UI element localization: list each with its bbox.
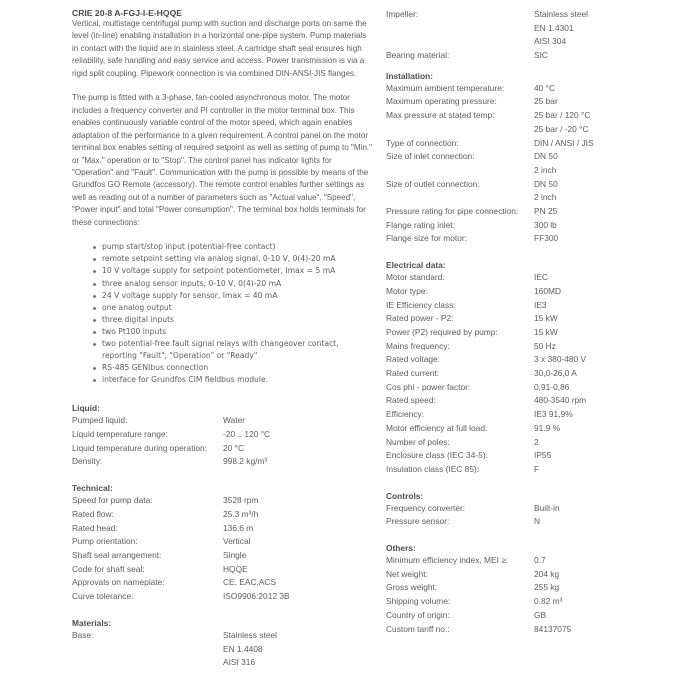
spec-label: Enclosure class (IEC 34-5): bbox=[386, 450, 488, 461]
spec-row bbox=[386, 137, 594, 151]
spec-row bbox=[386, 150, 594, 177]
spec-value: IEC bbox=[534, 272, 548, 283]
spec-value: DIN / ANSI / JIS bbox=[534, 137, 594, 148]
spec-row bbox=[386, 609, 571, 623]
spec-value-cell bbox=[534, 49, 588, 63]
spec-table bbox=[72, 629, 277, 670]
spec-row bbox=[386, 340, 586, 354]
spec-value-cell bbox=[534, 340, 586, 354]
spec-value: HQQE bbox=[223, 563, 248, 574]
spec-value: 2 bbox=[534, 436, 539, 447]
spec-row bbox=[386, 449, 586, 463]
spec-label: Code for shaft seal: bbox=[72, 563, 145, 574]
spec-value-cell bbox=[534, 312, 586, 326]
spec-row bbox=[386, 299, 586, 313]
spec-value-cell bbox=[223, 535, 290, 549]
terminal-connection-item: 24 V voltage supply for sensor, Imax = 40 mA bbox=[102, 290, 372, 302]
spec-value: 15 kW bbox=[534, 313, 558, 324]
spec-label: Maximum ambient temperature: bbox=[386, 82, 505, 93]
spec-label: Pump orientation: bbox=[72, 536, 138, 547]
spec-label: Rated current: bbox=[386, 368, 440, 379]
spec-label: Max pressure at stated temp: bbox=[386, 110, 495, 121]
spec-label: Curve tolerance: bbox=[72, 591, 134, 602]
terminal-connection-item: remote setpoint setting via analog signal, 0-10 V, 0(4)-20 mA bbox=[102, 253, 372, 265]
spec-value: EN 1.4301 bbox=[534, 22, 574, 33]
spec-table bbox=[386, 554, 571, 636]
spec-value: 84137075 bbox=[534, 623, 572, 634]
spec-row bbox=[386, 82, 594, 96]
spec-label: Shaft seal arrangement: bbox=[72, 550, 162, 560]
spec-value: 50 Hz bbox=[534, 340, 556, 351]
spec-value: Single bbox=[223, 550, 247, 560]
spec-value: 0.7 bbox=[534, 555, 546, 566]
spec-value-cell bbox=[534, 595, 571, 609]
spec-row bbox=[72, 549, 290, 563]
spec-label: Flange size for motor: bbox=[386, 233, 467, 244]
materials-continued-table bbox=[386, 8, 588, 63]
spec-value-cell bbox=[534, 137, 594, 151]
spec-row bbox=[72, 563, 290, 577]
spec-value: 204 kg bbox=[534, 568, 560, 579]
spec-table bbox=[72, 494, 290, 604]
section-heading: Liquid: bbox=[72, 403, 100, 414]
description-paragraph: Vertical, multistage centrifugal pump with suction and discharge ports on same the level (in-line) enabling installation in a horizontal one-pipe system. Pump materials in contact with the liquid are in stainless steel. A cartridge shaft seal ensures high reliability, safe handling and easy service and access. Power transmission is via a rigid split coupling. Pipework connection is via combined DIN-ANSI-JIS flanges. bbox=[72, 19, 367, 78]
spec-value-cell bbox=[534, 271, 586, 285]
spec-value-cell bbox=[534, 178, 594, 205]
terminal-connections-list bbox=[72, 241, 372, 386]
spec-value-cell bbox=[534, 367, 586, 381]
spec-label: Gross weight: bbox=[386, 582, 438, 593]
spec-value-cell bbox=[534, 381, 586, 395]
spec-value: F bbox=[534, 463, 540, 474]
spec-row bbox=[386, 205, 594, 219]
spec-value: 25 bar / -20 °C bbox=[534, 123, 589, 134]
spec-value: GB bbox=[534, 609, 547, 620]
spec-value: 30,0-26,0 A bbox=[534, 368, 577, 379]
spec-value: IE3 bbox=[534, 299, 547, 310]
spec-label: Flange rating inlet: bbox=[386, 219, 455, 230]
spec-row bbox=[386, 422, 586, 436]
spec-value-cell bbox=[534, 408, 586, 422]
right-column bbox=[386, 8, 686, 636]
spec-value-cell bbox=[534, 109, 594, 136]
spec-value-cell bbox=[534, 502, 560, 516]
spec-value: DN 50 bbox=[534, 151, 558, 162]
spec-row bbox=[72, 428, 270, 442]
spec-row bbox=[72, 590, 290, 604]
spec-row bbox=[72, 576, 290, 590]
product-title: CRIE 20-8 A-FGJ-I-E-HQQE bbox=[72, 8, 182, 18]
spec-value: 255 kg bbox=[534, 582, 560, 593]
spec-value-cell bbox=[223, 590, 290, 604]
spec-value-cell bbox=[223, 442, 270, 456]
spec-label: Base: bbox=[72, 629, 94, 640]
spec-label: Pressure rating for pipe connection: bbox=[386, 206, 519, 216]
spec-value: 2 inch bbox=[534, 164, 557, 175]
spec-label: Liquid temperature during operation: bbox=[72, 442, 208, 453]
terminal-connection-item: two potential-free fault signal relays with changeover contact, reporting "Fault", "Operation" or "Ready" bbox=[102, 338, 372, 362]
spec-label: Rated flow: bbox=[72, 508, 114, 519]
spec-value: 25.3 m³/h bbox=[223, 508, 259, 519]
spec-value: 300 lb bbox=[534, 219, 557, 230]
section-heading: Installation: bbox=[386, 70, 433, 81]
spec-row bbox=[386, 623, 571, 637]
spec-row bbox=[386, 394, 586, 408]
spec-value-cell bbox=[534, 150, 594, 177]
spec-row bbox=[386, 219, 594, 233]
spec-value-cell bbox=[534, 449, 586, 463]
spec-value: SIC bbox=[534, 50, 548, 61]
spec-value-cell bbox=[534, 326, 586, 340]
spec-value-cell bbox=[223, 414, 270, 428]
spec-value-cell bbox=[534, 609, 571, 623]
spec-label: Pressure sensor: bbox=[386, 516, 450, 527]
spec-row bbox=[72, 522, 290, 536]
section-heading: Others: bbox=[386, 543, 416, 554]
spec-value: 91.9 % bbox=[534, 422, 561, 433]
spec-value-cell bbox=[534, 515, 560, 529]
spec-row bbox=[72, 494, 290, 508]
spec-row bbox=[386, 95, 594, 109]
spec-row bbox=[386, 408, 586, 422]
spec-value-cell bbox=[223, 563, 290, 577]
spec-label: Number of poles: bbox=[386, 436, 450, 447]
spec-value: DN 50 bbox=[534, 178, 558, 189]
spec-label: Type of connection: bbox=[386, 137, 459, 148]
left-spec-sections bbox=[72, 402, 372, 670]
spec-value: 25 bar bbox=[534, 96, 558, 107]
spec-label: Rated speed: bbox=[386, 395, 436, 406]
spec-section bbox=[386, 490, 686, 529]
spec-label: Speed for pump data: bbox=[72, 495, 153, 506]
spec-row bbox=[386, 353, 586, 367]
spec-value-cell bbox=[534, 8, 588, 49]
terminal-connection-item: RS-485 GENIbus connection bbox=[102, 362, 372, 374]
left-column bbox=[72, 8, 372, 670]
spec-label: Net weight: bbox=[386, 568, 428, 579]
spec-row bbox=[72, 414, 270, 428]
spec-table bbox=[386, 82, 594, 246]
spec-value: 25 bar / 120 °C bbox=[534, 110, 591, 121]
spec-value-cell bbox=[534, 82, 594, 96]
spec-value: 20 °C bbox=[223, 442, 245, 453]
product-description bbox=[72, 18, 372, 229]
spec-label: Maximum operating pressure: bbox=[386, 96, 497, 107]
spec-label: Pumped liquid: bbox=[72, 415, 128, 426]
spec-label: Frequency converter: bbox=[386, 502, 466, 513]
spec-section bbox=[386, 542, 686, 636]
spec-value: ISO9906:2012 3B bbox=[223, 591, 290, 602]
spec-label: Shipping volume: bbox=[386, 596, 451, 607]
spec-row bbox=[386, 595, 571, 609]
spec-value: AISI 316 bbox=[223, 657, 256, 668]
spec-row bbox=[386, 8, 588, 49]
spec-label: Approvals on nameplate: bbox=[72, 577, 165, 588]
spec-value: IP55 bbox=[534, 450, 552, 461]
spec-value-cell bbox=[534, 623, 571, 637]
spec-value: PN 25 bbox=[534, 206, 558, 216]
spec-value: IE3 91,9% bbox=[534, 409, 573, 420]
spec-value: 2 inch bbox=[534, 192, 557, 203]
spec-label: Mains frequency: bbox=[386, 340, 450, 351]
spec-value: AISI 304 bbox=[534, 36, 567, 47]
spec-section bbox=[386, 259, 686, 477]
spec-row bbox=[386, 312, 586, 326]
right-spec-sections bbox=[386, 70, 686, 637]
spec-value-cell bbox=[534, 232, 594, 246]
spec-row bbox=[386, 326, 586, 340]
spec-row bbox=[386, 568, 571, 582]
spec-label: Rated power - P2: bbox=[386, 313, 454, 324]
terminal-connection-item: 10 V voltage supply for setpoint potentiometer, Imax = 5 mA bbox=[102, 265, 372, 277]
section-heading: Controls: bbox=[386, 490, 424, 501]
spec-label: Motor efficiency at full load: bbox=[386, 422, 488, 433]
spec-value-cell bbox=[223, 629, 277, 670]
spec-label: Custom tariff no.: bbox=[386, 623, 450, 634]
spec-value: Stainless steel bbox=[534, 9, 588, 19]
spec-value: 480-3540 rpm bbox=[534, 395, 587, 406]
spec-label: Size of inlet connection: bbox=[386, 151, 475, 162]
spec-value-cell bbox=[534, 436, 586, 450]
terminal-connection-item: three digital inputs bbox=[102, 314, 372, 326]
terminal-connection-item: pump start/stop input (potential-free contact) bbox=[102, 241, 372, 253]
spec-label: Rated head: bbox=[72, 522, 118, 533]
description-paragraph: The pump is fitted with a 3-phase, fan-cooled asynchronous motor. The motor includes a frequency converter and PI controller in the motor terminal box. This enables continuously variable control of the motor speed, which again enables adaptation of the performance to a given requirement. A control panel on the motor terminal box enables setting of required setpoint as well as setting of pump to "Min." or "Max." operation or to "Stop". The control panel has indicator lights for "Operation" and "Fault". Communication with the pump is possible by means of the Grundfos GO Remote (accessory). The remote control enables further settings as well as reading out of a number of parameters such as "Actual value", "Speed", "Power input" and total "Power consumption". The terminal box holds terminals for these connections: bbox=[72, 93, 372, 227]
spec-value: Built-in bbox=[534, 502, 560, 513]
spec-value-cell bbox=[534, 422, 586, 436]
spec-label: Minimum efficiency index, MEI ≥: bbox=[386, 555, 509, 566]
spec-table bbox=[386, 502, 560, 529]
spec-section bbox=[72, 617, 372, 670]
spec-row bbox=[72, 455, 270, 469]
terminal-connection-item: two Pt100 inputs bbox=[102, 326, 372, 338]
spec-label: Bearing material: bbox=[386, 50, 450, 61]
spec-table bbox=[72, 414, 270, 469]
spec-value: -20 .. 120 °C bbox=[223, 429, 271, 440]
spec-value: Vertical bbox=[223, 536, 251, 547]
spec-value: 3 x 380-480 V bbox=[534, 354, 587, 365]
spec-label: IE Efficiency class: bbox=[386, 299, 456, 310]
spec-row bbox=[72, 535, 290, 549]
spec-row bbox=[386, 109, 594, 136]
spec-value: CE, EAC,ACS bbox=[223, 577, 277, 588]
spec-section bbox=[72, 482, 372, 604]
spec-value-cell bbox=[534, 219, 594, 233]
spec-value: 15 kW bbox=[534, 326, 558, 337]
spec-value: Stainless steel bbox=[223, 629, 277, 640]
spec-value-cell bbox=[534, 285, 586, 299]
spec-value-cell bbox=[223, 522, 290, 536]
spec-row bbox=[386, 463, 586, 477]
spec-row bbox=[386, 178, 594, 205]
spec-value-cell bbox=[534, 205, 594, 219]
spec-value: N bbox=[534, 516, 541, 527]
spec-row bbox=[72, 442, 270, 456]
spec-row bbox=[386, 381, 586, 395]
spec-label: Cos phi - power factor: bbox=[386, 381, 471, 392]
spec-label: Motor type: bbox=[386, 285, 428, 296]
spec-section bbox=[72, 402, 372, 469]
spec-label: Density: bbox=[72, 456, 103, 467]
spec-row bbox=[72, 629, 277, 670]
spec-value-cell bbox=[534, 394, 586, 408]
spec-value-cell bbox=[223, 494, 290, 508]
spec-label: Size of outlet connection: bbox=[386, 178, 480, 189]
spec-label: Power (P2) required by pump: bbox=[386, 326, 498, 337]
terminal-connection-item: interface for Grundfos CIM fieldbus module. bbox=[102, 374, 372, 386]
terminal-connection-item: one analog output bbox=[102, 302, 372, 314]
spec-row bbox=[386, 581, 571, 595]
spec-value-cell bbox=[223, 576, 290, 590]
spec-value-cell bbox=[534, 581, 571, 595]
spec-value-cell bbox=[534, 554, 571, 568]
spec-value-cell bbox=[534, 463, 586, 477]
terminal-connection-item: three analog sensor inputs, 0-10 V, 0(4)-20 mA bbox=[102, 278, 372, 290]
spec-value: 136.6 m bbox=[223, 522, 254, 533]
spec-label: Country of origin: bbox=[386, 609, 450, 620]
spec-value: 160MD bbox=[534, 285, 561, 296]
spec-value: 0,91-0,86 bbox=[534, 381, 570, 392]
spec-value: 40 °C bbox=[534, 82, 556, 93]
spec-row bbox=[386, 271, 586, 285]
spec-value: 0.82 m³ bbox=[534, 596, 563, 607]
spec-row bbox=[386, 502, 560, 516]
spec-label: Insulation class (IEC 85): bbox=[386, 463, 480, 474]
spec-value-cell bbox=[534, 353, 586, 367]
spec-row bbox=[386, 436, 586, 450]
spec-label: Efficiency: bbox=[386, 409, 425, 420]
spec-value: 3528 rpm bbox=[223, 495, 259, 506]
spec-section bbox=[386, 70, 686, 246]
spec-row bbox=[386, 285, 586, 299]
spec-row bbox=[386, 232, 594, 246]
spec-value-cell bbox=[223, 455, 270, 469]
spec-value: Water bbox=[223, 415, 246, 426]
spec-label: Motor standard: bbox=[386, 272, 445, 283]
spec-row bbox=[386, 554, 571, 568]
spec-value-cell bbox=[534, 299, 586, 313]
spec-value-cell bbox=[223, 508, 290, 522]
spec-row bbox=[386, 367, 586, 381]
spec-value-cell bbox=[534, 95, 594, 109]
spec-value-cell bbox=[223, 428, 270, 442]
spec-row bbox=[386, 49, 588, 63]
section-heading: Electrical data: bbox=[386, 260, 446, 271]
spec-row bbox=[386, 515, 560, 529]
section-heading: Materials: bbox=[72, 617, 112, 628]
spec-label: Impeller: bbox=[386, 9, 419, 19]
spec-table bbox=[386, 271, 586, 477]
spec-label: Liquid temperature range: bbox=[72, 429, 168, 440]
spec-value: 998.2 kg/m³ bbox=[223, 456, 268, 467]
spec-value-cell bbox=[534, 568, 571, 582]
spec-label: Rated voltage: bbox=[386, 354, 441, 365]
spec-value: EN 1.4408 bbox=[223, 643, 263, 654]
section-heading: Technical: bbox=[72, 483, 113, 494]
spec-value-cell bbox=[223, 549, 290, 563]
spec-value: FF300 bbox=[534, 233, 559, 244]
spec-row bbox=[72, 508, 290, 522]
